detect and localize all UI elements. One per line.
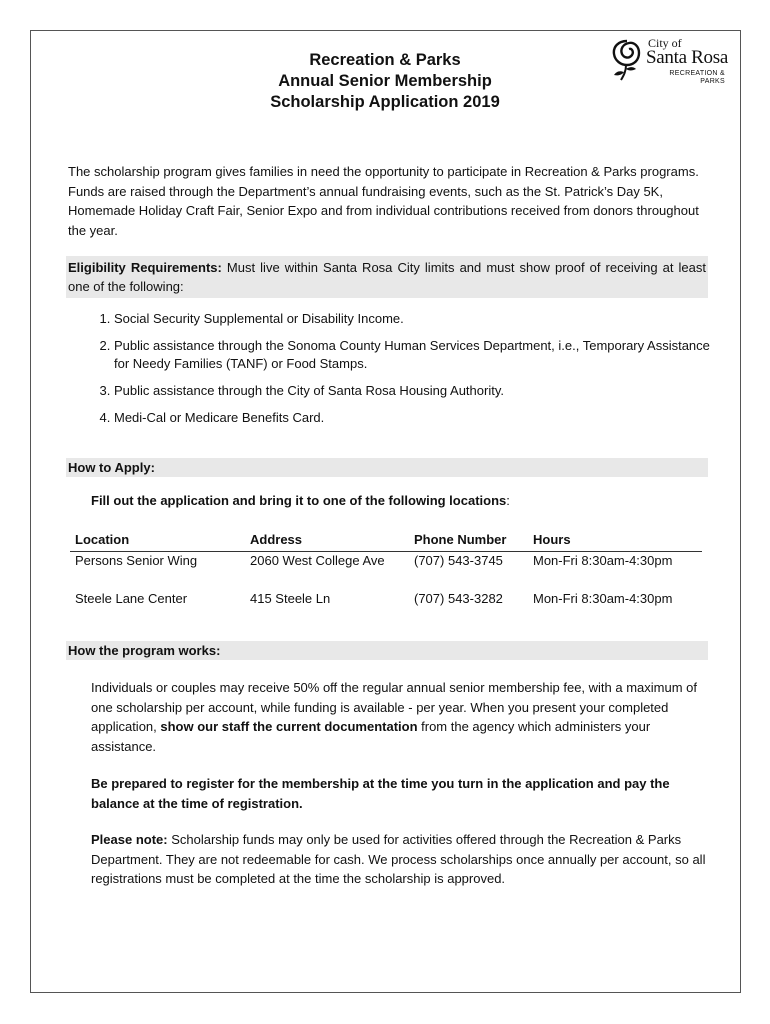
cell-hours: Mon-Fri 8:30am-4:30pm — [533, 591, 673, 606]
program-p1-tail: from the agency which administers your assistance. — [91, 719, 651, 754]
apply-instruction-colon: : — [506, 493, 510, 508]
list-item: 1. Social Security Supplemental or Disability Income. — [114, 310, 714, 328]
list-item: 2. Public assistance through the Sonoma County Human Services Department, i.e., Temporary Assistance for Needy Families (TANF) or Food Stamps. — [114, 337, 714, 373]
col-address: Address — [250, 532, 303, 547]
logo-department — [667, 70, 725, 85]
logo-dept-line-2: PARKS — [700, 77, 725, 85]
table-header — [70, 531, 702, 552]
list-item: 4. Medi-Cal or Medicare Benefits Card. — [114, 409, 714, 427]
eligibility-label: Eligibility Requirements: — [68, 260, 222, 275]
locations-table — [70, 531, 702, 610]
city-logo — [610, 38, 728, 88]
apply-instruction-text: Fill out the application and bring it to one of the following locations — [91, 493, 507, 508]
program-paragraph-1 — [91, 678, 711, 756]
please-note-text: Scholarship funds may only be used for activities offered through the Recreation & Parks Department. They are not redeemable for cash. We process scholarships once annually per account, so all registrations must be completed at the time the scholarship is approved. — [91, 832, 706, 886]
cell-location: Persons Senior Wing — [75, 553, 198, 568]
how-to-apply-heading: How to Apply: — [66, 458, 708, 477]
list-item: 3. Public assistance through the City of Santa Rosa Housing Authority. — [114, 382, 714, 400]
cell-hours: Mon-Fri 8:30am-4:30pm — [533, 553, 673, 568]
eligibility-section — [66, 256, 708, 298]
eligibility-text: Must live within Santa Rosa City limits and must show proof of receiving at least one of the following: — [68, 260, 706, 294]
intro-paragraph: The scholarship program gives families in need the opportunity to participate in Recreation & Parks programs. Funds are raised through the Department’s annual fundraising events, such as the St. Patrick’s Day 5K, Homemade Holiday Craft Fair, Senior Expo and from individual contributions received from donors throughout the year. — [68, 164, 699, 238]
title-line-3: Scholarship Application 2019 — [270, 93, 500, 111]
cell-phone: (707) 543-3282 — [414, 591, 503, 606]
table-row — [70, 590, 702, 610]
col-location: Location — [75, 532, 130, 547]
requirements-list — [70, 310, 714, 436]
cell-location: Steele Lane Center — [75, 591, 188, 606]
program-p1-bold: show our staff the current documentation — [160, 719, 418, 734]
program-heading: How the program works: — [66, 641, 708, 660]
title-line-2: Annual Senior Membership — [278, 72, 492, 90]
logo-dept-line-1: RECREATION & — [669, 70, 725, 77]
col-phone: Phone Number — [414, 532, 507, 547]
title-line-1: Recreation & Parks — [309, 51, 461, 69]
program-paragraph-3 — [91, 830, 711, 889]
cell-address: 415 Steele Ln — [250, 591, 331, 606]
table-row — [70, 552, 702, 572]
program-p1-text: Individuals or couples may receive 50% off the regular annual senior membership fee, with a maximum of one scholarship per account, while funding is available - per year. When you present your completed application, — [91, 680, 698, 734]
program-paragraph-2: Be prepared to register for the membership at the time you turn in the application and pay the balance at the time of registration. — [91, 776, 670, 811]
logo-santa-rosa: Santa Rosa — [646, 47, 728, 68]
logo-city-of: City of — [648, 36, 682, 50]
please-note-label: Please note: — [91, 832, 168, 847]
cell-phone: (707) 543-3745 — [414, 553, 503, 568]
cell-address: 2060 West College Ave — [250, 553, 385, 568]
col-hours: Hours — [533, 532, 571, 547]
rose-icon — [610, 38, 646, 82]
apply-instruction — [91, 493, 510, 508]
